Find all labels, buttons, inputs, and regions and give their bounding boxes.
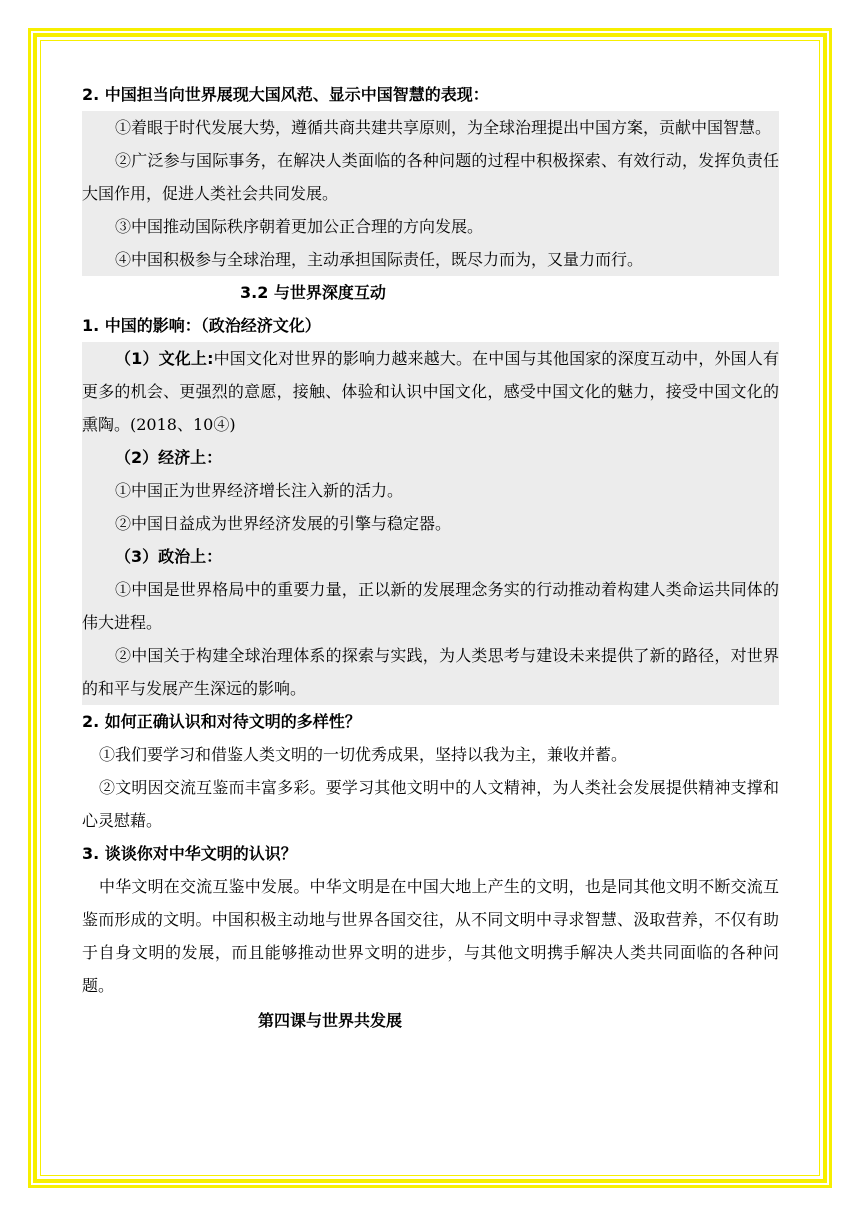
heading-china-responsibility: 2. 中国担当向世界展现大国风范、显示中国智慧的表现： <box>82 85 489 104</box>
document-body <box>82 78 779 1037</box>
politics-label: （3）政治上： <box>115 547 223 566</box>
civilization-paragraph: 中华文明在交流互鉴中发展。中华文明是在中国大地上产生的文明，也是同其他文明不断交流互鉴而形成的文明。中国积极主动地与世界各国交往，从不同文明中寻求智慧、汲取营养，不仅有助于自身文明的发展，而且能够推动世界文明的进步，与其他文明携手解决人类共同面临的各种问题。 <box>82 877 779 995</box>
list-item: ②中国关于构建全球治理体系的探索与实践，为人类思考与建设未来提供了新的路径，对世界的和平与发展产生深远的影响。 <box>82 646 779 698</box>
culture-paragraph <box>82 342 779 441</box>
lesson-title: 第四课与世界共发展 <box>258 1011 403 1030</box>
list-item: ①着眼于时代发展大势，遵循共商共建共享原则，为全球治理提出中国方案，贡献中国智慧。 <box>115 118 772 137</box>
list-item: ③中国推动国际秩序朝着更加公正合理的方向发展。 <box>115 217 484 236</box>
list-item: ①我们要学习和借鉴人类文明的一切优秀成果，坚持以我为主，兼收并蓄。 <box>99 745 628 764</box>
section-title: 3.2 与世界深度互动 <box>240 283 386 302</box>
culture-label: （1）文化上: <box>115 349 214 368</box>
heading-china-influence: 1. 中国的影响：（政治经济文化） <box>82 316 321 335</box>
heading-civilization-diversity: 2. 如何正确认识和对待文明的多样性？ <box>82 712 361 731</box>
list-item: ②文明因交流互鉴而丰富多彩。要学习其他文明中的人文精神，为人类社会发展提供精神支撑和心灵慰藉。 <box>82 778 779 830</box>
list-item: ①中国正为世界经济增长注入新的活力。 <box>115 481 404 500</box>
culture-text: 中国文化对世界的影响力越来越大。在中国与其他国家的深度互动中，外国人有更多的机会、更强烈的意愿，接触、体验和认识中国文化，感受中国文化的魅力，接受中国文化的熏陶。(2018、10④) <box>82 349 779 434</box>
list-item: ②中国日益成为世界经济发展的引擎与稳定器。 <box>115 514 452 533</box>
economy-label: （2）经济上： <box>115 448 223 467</box>
shaded-block-responsibility <box>82 111 779 276</box>
list-item: ④中国积极参与全球治理，主动承担国际责任，既尽力而为，又量力而行。 <box>115 250 644 269</box>
list-item: ②广泛参与国际事务，在解决人类面临的各种问题的过程中积极探索、有效行动，发挥负责任大国作用，促进人类社会共同发展。 <box>82 151 779 203</box>
shaded-block-influence <box>82 342 779 705</box>
list-item: ①中国是世界格局中的重要力量，正以新的发展理念务实的行动推动着构建人类命运共同体的伟大进程。 <box>82 580 779 632</box>
heading-chinese-civilization: 3. 谈谈你对中华文明的认识？ <box>82 844 297 863</box>
